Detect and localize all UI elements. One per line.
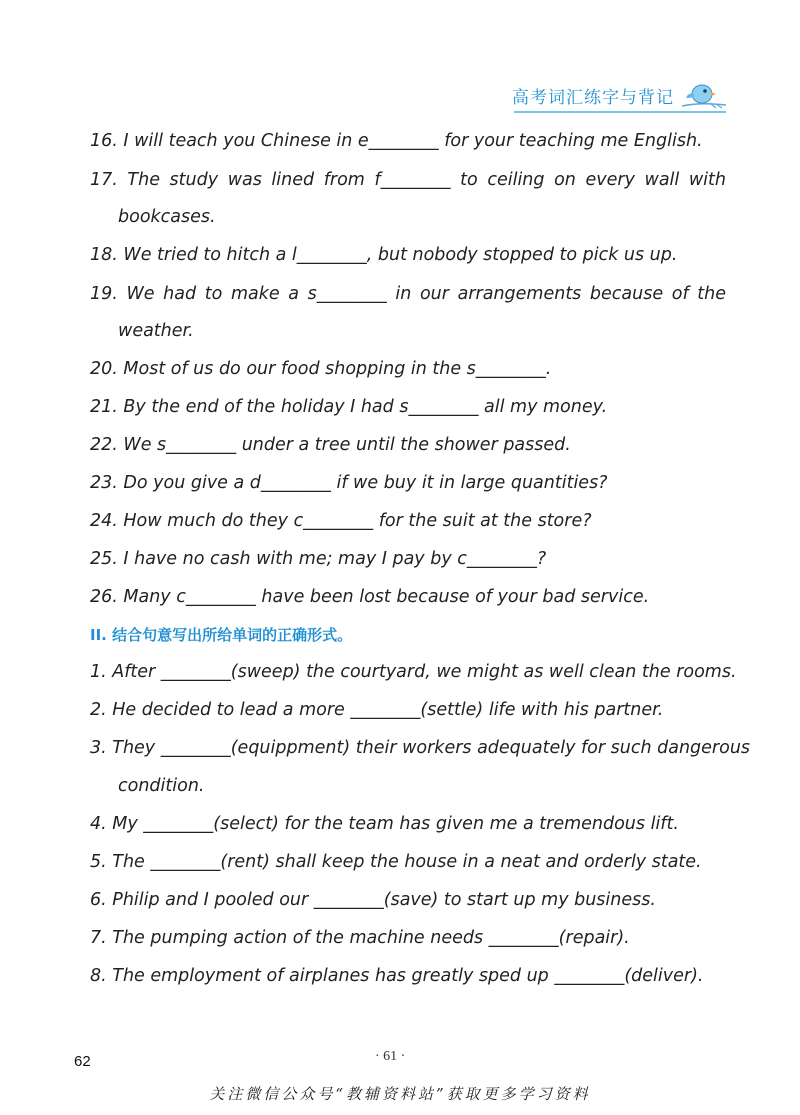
exercise-line: 5. The ________(rent) shall keep the house in a neat and orderly state. — [90, 852, 702, 872]
exercise-line: 16. I will teach you Chinese in e________ for your teaching me English. — [90, 131, 703, 151]
exercise-line: 26. Many c________ have been lost because of your bad service. — [90, 587, 650, 607]
exercise-line: 6. Philip and I pooled our ________(save) to start up my business. — [90, 890, 656, 910]
exercise-line-continuation: bookcases. — [118, 207, 216, 227]
exercise-line: 21. By the end of the holiday I had s________ all my money. — [90, 397, 608, 417]
exercise-line-continuation: weather. — [118, 321, 194, 341]
exercise-line: 7. The pumping action of the machine needs ________(repair). — [90, 928, 630, 948]
exercise-line: 3. They ________(equippment) their workers adequately for such dangerous — [90, 738, 751, 758]
exercise-line: 2. He decided to lead a more ________(settle) life with his partner. — [90, 700, 664, 720]
page-header — [512, 80, 728, 110]
exercise-line: 20. Most of us do our food shopping in the s________. — [90, 359, 552, 379]
exercise-line-continuation: condition. — [118, 776, 205, 796]
exercise-line: 18. We tried to hitch a l________, but nobody stopped to pick us up. — [90, 245, 678, 265]
exercise-line: 24. How much do they c________ for the suit at the store? — [90, 511, 592, 531]
page-number-center: · 61 · — [375, 1049, 406, 1064]
exercise-line: 8. The employment of airplanes has greatly sped up ________(deliver). — [90, 966, 704, 986]
header-title: 高考词汇练字与背记 — [512, 87, 674, 108]
footer-note: 关注微信公众号“教辅资料站”获取更多学习资料 — [209, 1085, 591, 1103]
exercise-line: 1. After ________(sweep) the courtyard, we might as well clean the rooms. — [90, 662, 737, 682]
exercise-line: 4. My ________(select) for the team has given me a tremendous lift. — [90, 814, 679, 834]
exercise-line: 17. The study was lined from f________ to ceiling on every wall with — [90, 170, 726, 190]
exercise-line: 19. We had to make a s________ in our arrangements because of the — [90, 284, 726, 304]
exercise-line: 25. I have no cash with me; may I pay by c________? — [90, 549, 547, 569]
page-number-left: 62 — [74, 1053, 91, 1070]
exercise-line: 22. We s________ under a tree until the shower passed. — [90, 435, 571, 455]
exercise-line: 23. Do you give a d________ if we buy it in large quantities? — [90, 473, 608, 493]
bird-icon — [680, 80, 728, 110]
header-rule — [514, 111, 726, 113]
section-title: II. 结合句意写出所给单词的正确形式。 — [90, 626, 353, 644]
